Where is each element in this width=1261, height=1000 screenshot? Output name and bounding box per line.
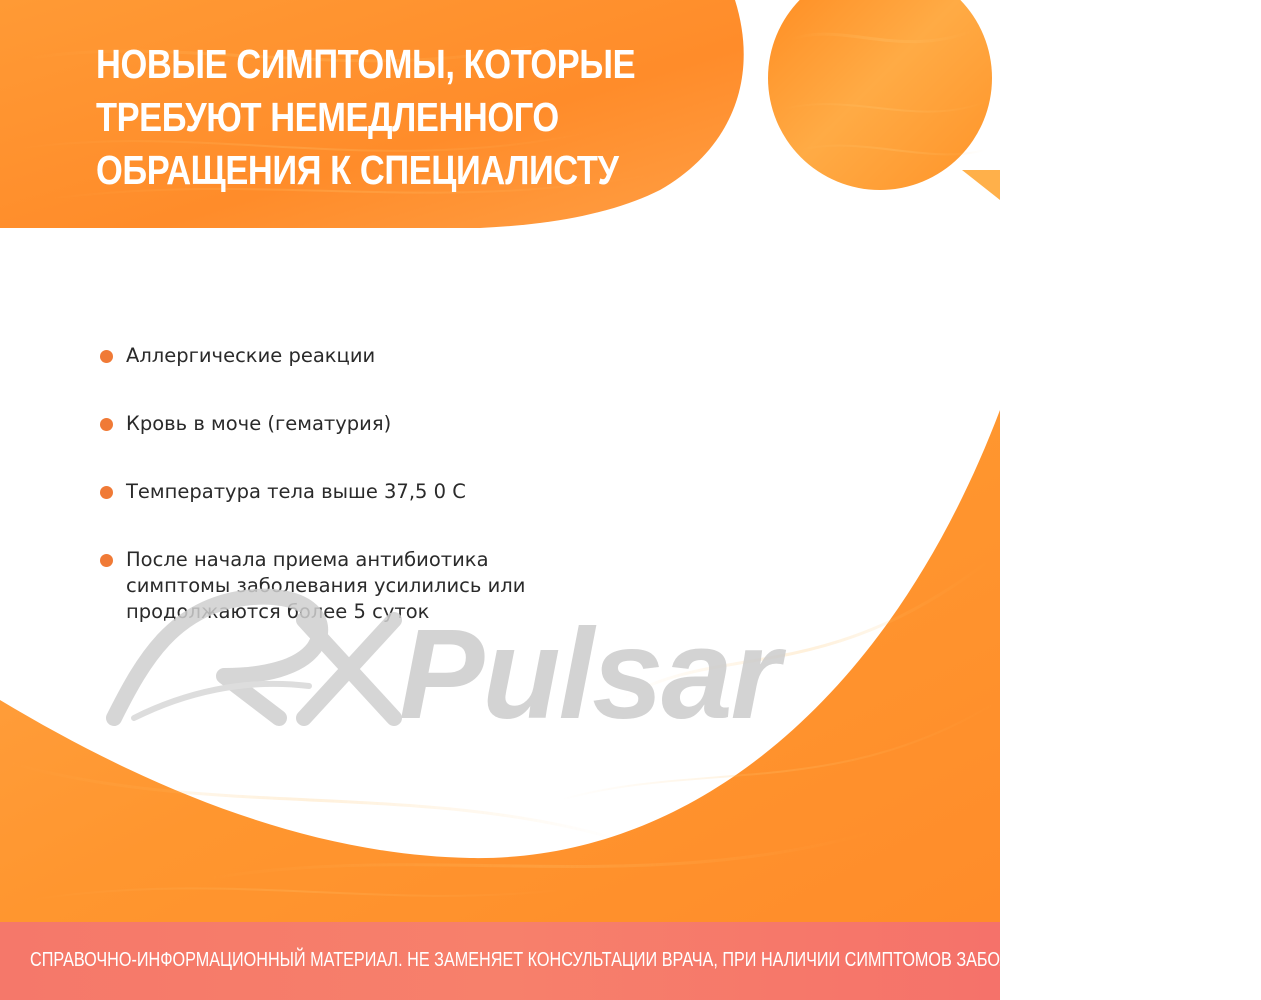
rxpulsar-watermark-logo (104, 568, 904, 748)
symptom-text: Аллергические реакции (126, 344, 376, 367)
disclaimer-text: СПРАВОЧНО-ИНФОРМАЦИОННЫЙ МАТЕРИАЛ. НЕ ЗАМЕНЯЕТ КОНСУЛЬТАЦИИ ВРАЧА, ПРИ НАЛИЧИИ СИМПТОМОВ ЗАБОЛЕВАНИЯ ОБРАТИТЕСЬ К ВРАЧУ. (30, 949, 1261, 971)
bullet-dot-icon (100, 486, 113, 499)
symptom-text-line: симптомы заболевания усилились или (126, 574, 526, 597)
bullet-dot-icon (100, 554, 113, 567)
top-right-circle (768, 0, 992, 190)
headline-line-3: ОБРАЩЕНИЯ К СПЕЦИАЛИСТУ (96, 147, 619, 193)
symptom-item (100, 479, 620, 505)
headline (96, 38, 636, 197)
symptom-item (100, 411, 620, 437)
bullet-dot-icon (100, 418, 113, 431)
headline-line-2: ТРЕБУЮТ НЕМЕДЛЕННОГО (96, 94, 559, 140)
headline-line-1: НОВЫЕ СИМПТОМЫ, КОТОРЫЕ (96, 41, 636, 87)
symptom-text-line: продолжаются более 5 суток (126, 600, 430, 623)
symptom-text: Кровь в моче (гематурия) (126, 412, 392, 435)
symptom-text: Температура тела выше 37,5 0 С (126, 480, 466, 503)
symptom-item (100, 343, 620, 369)
symptom-text-line: После начала приема антибиотика (126, 548, 489, 571)
svg-text:Pulsar: Pulsar (399, 603, 779, 746)
bullet-dot-icon (100, 350, 113, 363)
